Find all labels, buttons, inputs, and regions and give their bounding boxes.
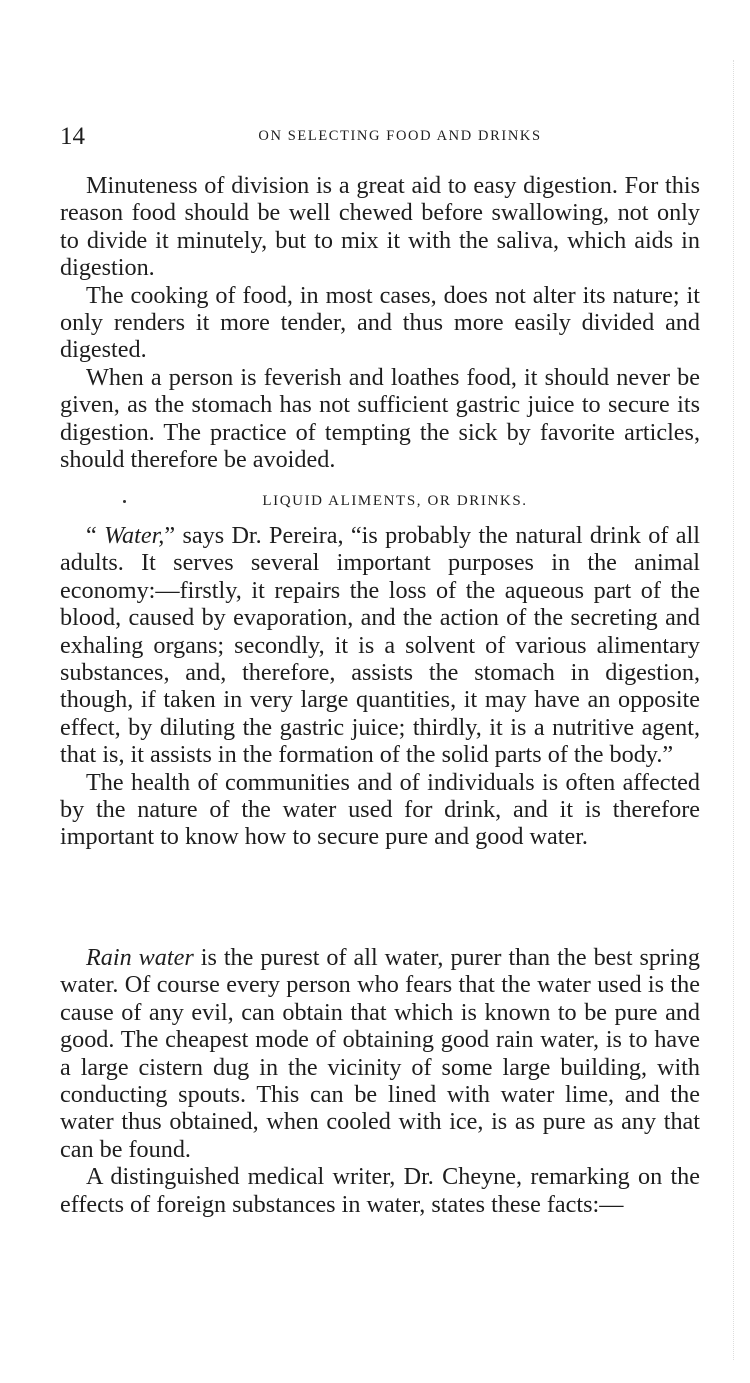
- paragraph-health: The health of communities and of individuals is often affected by the nature of the water used for drink, and it is therefore important to know how to secure pure and good water.: [60, 768, 700, 851]
- page-number: 14: [60, 123, 85, 150]
- paragraph-pereira-quote: [60, 522, 700, 769]
- paragraph-cooking: The cooking of food, in most cases, does not alter its nature; it only renders it more tender, and thus more easily divided and digested.: [60, 281, 700, 364]
- opening-paragraphs: [60, 172, 700, 473]
- page-edge-specks: [733, 60, 744, 1360]
- quote-italic-water: Water,: [104, 522, 165, 549]
- running-title: ON SELECTING FOOD AND DRINKS: [258, 128, 542, 144]
- paragraph-cheyne: A distinguished medical writer, Dr. Cheyne, remarking on the effects of foreign substances in water, states these facts:—: [60, 1163, 700, 1218]
- paragraph-minuteness: Minuteness of division is a great aid to easy digestion. For this reason food should be well chewed before swallowing, not only to divide it minutely, but to mix it with the saliva, which aids in digestion.: [60, 172, 700, 282]
- rain-water-italic: Rain water: [86, 944, 194, 971]
- quote-open-mark: “: [86, 522, 105, 549]
- paragraph-feverish: When a person is feverish and loathes food, it should never be given, as the stomach has not sufficient gastric juice to secure its digestion. The practice of tempting the sick by favorite articles, should therefore be avoided.: [60, 363, 700, 474]
- ink-speck: [123, 500, 126, 503]
- pereira-quote-block: [60, 522, 700, 851]
- running-header: [60, 122, 700, 152]
- quote-body: ” says Dr. Pereira, “is probably the natural drink of all adults. It serves several important purposes in the animal economy:—firstly, it repairs the loss of the aqueous part of the blood, caused by evaporation, and the action of the secreting and exhaling organs; secondly, it is a solvent of various alimentary substances, and, therefore, assists the stomach in digestion, though, if taken in very large quantities, it may have an opposite effect, by diluting the gastric juice; thirdly, it is a nutritive agent, that is, it assists in the formation of the solid parts of the body.”: [60, 522, 700, 769]
- rain-water-body: is the purest of all water, purer than the best spring water. Of course every person who fears that the water used is the cause of any evil, can obtain that which is known to be pure and good. The cheapest mode of obtaining good rain water, is to have a large cistern dug in the vicinity of some large building, with conducting spouts. This can be lined with water lime, and the water thus obtained, when cooled with ice, is as pure as any that can be found.: [60, 944, 700, 1163]
- closing-paragraphs: [60, 944, 700, 1218]
- paragraph-rain-water: [60, 944, 700, 1163]
- section-heading: LIQUID ALIMENTS, OR DRINKS.: [262, 493, 528, 509]
